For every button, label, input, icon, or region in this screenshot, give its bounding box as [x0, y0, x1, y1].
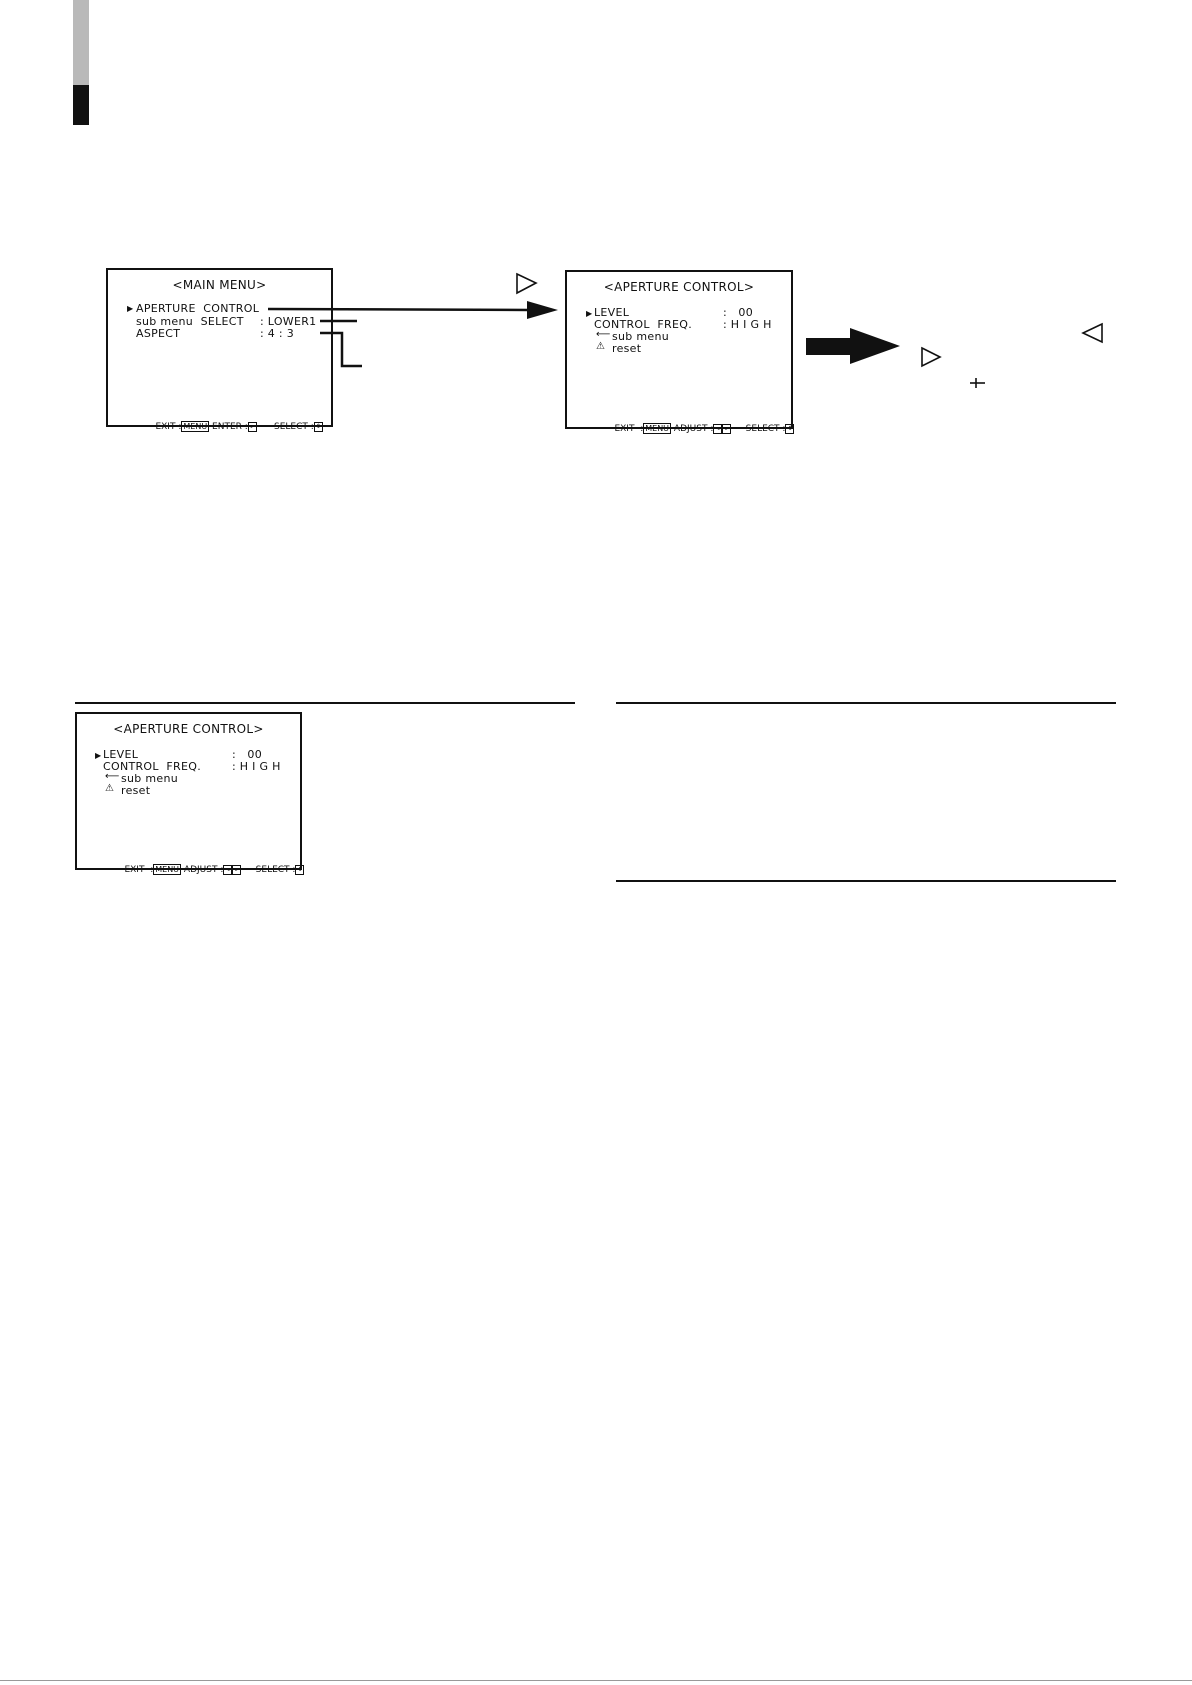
footer-exit-label: EXIT	[614, 424, 635, 434]
connector-arrow-line	[268, 309, 530, 310]
section-rule-right-bottom	[616, 880, 1116, 882]
main-menu-footer: EXIT : MENU ENTER : ▸ SELECT : ⇕	[155, 422, 321, 432]
footer-adjust-label: ADJUST	[183, 865, 218, 875]
selector-icon: ▶	[586, 309, 593, 318]
footer-exit-label: EXIT	[124, 865, 145, 875]
back-arrow-icon: ⟵	[596, 329, 611, 340]
main-menu-value-submenu: : LOWER1	[260, 315, 317, 328]
back-arrow-icon: ⟵	[105, 771, 120, 782]
left-button-icon	[1083, 324, 1102, 342]
right-key-icon: ▸	[248, 422, 257, 432]
page-bottom-rule	[0, 1680, 1192, 1681]
aperture-item-submenu[interactable]: sub menu	[612, 330, 670, 343]
warning-icon: ⚠	[105, 783, 115, 794]
selector-icon: ▶	[127, 304, 134, 313]
footer-select-label: SELECT	[745, 424, 780, 434]
aperture-value-level: : 00	[723, 306, 753, 319]
right-key-icon: ▸	[722, 424, 731, 434]
section-rule-right-top	[616, 702, 1116, 704]
section-rule-left	[75, 702, 575, 704]
footer-select-label: SELECT	[273, 422, 308, 432]
footer-select-label: SELECT	[255, 865, 290, 875]
aperture-value-freq: : H I G H	[232, 760, 281, 773]
footer-menu-key: MENU	[183, 422, 208, 431]
main-menu-value-aspect: : 4 : 3	[260, 327, 294, 340]
selector-icon: ▶	[95, 751, 102, 760]
right-button-icon	[517, 274, 536, 293]
aperture-menu-title: <APERTURE CONTROL>	[603, 280, 755, 294]
main-menu-item-aperture[interactable]: APERTURE CONTROL	[136, 302, 260, 315]
select-key-icon: ⇕	[787, 424, 793, 432]
aperture-item-freq[interactable]: CONTROL FREQ.	[103, 760, 201, 773]
big-arrow-head	[850, 328, 900, 364]
aperture-menu-title: <APERTURE CONTROL>	[113, 722, 264, 736]
aperture-value-freq: : H I G H	[723, 318, 772, 331]
aperture-menu-footer: EXIT : MENU ADJUST : ◂ ▸ SELECT : ⇕	[614, 424, 793, 434]
aperture-menu-footer: EXIT : MENU ADJUST : ◂ ▸ SELECT : ⇕	[124, 865, 303, 875]
left-key-icon: ◂	[713, 424, 722, 434]
right-key-icon: ▸	[232, 865, 241, 875]
main-menu-item-submenu[interactable]: sub menu SELECT	[136, 315, 244, 328]
main-menu-item-aspect[interactable]: ASPECT	[136, 327, 181, 340]
footer-enter-label: ENTER	[212, 422, 242, 432]
footer-menu-key: MENU	[155, 865, 180, 874]
warning-icon: ⚠	[596, 341, 606, 352]
select-key-icon: ⇕	[315, 422, 321, 430]
connector-elbow-aspect	[320, 333, 362, 366]
connector-arrow-head	[527, 301, 558, 319]
main-menu-title: <MAIN MENU>	[172, 278, 267, 292]
right-button-icon	[922, 348, 940, 366]
footer-menu-key: MENU	[645, 424, 670, 433]
footer-adjust-label: ADJUST	[673, 424, 708, 434]
big-arrow-shaft	[806, 338, 852, 355]
aperture-item-level[interactable]: LEVEL	[594, 306, 630, 319]
footer-exit-label: EXIT	[155, 422, 176, 432]
aperture-value-level: : 00	[232, 748, 262, 761]
aperture-item-reset[interactable]: reset	[612, 342, 642, 355]
aperture-item-freq[interactable]: CONTROL FREQ.	[594, 318, 692, 331]
select-key-icon: ⇕	[297, 865, 303, 873]
left-key-icon: ◂	[223, 865, 232, 875]
aperture-item-level[interactable]: LEVEL	[103, 748, 139, 761]
aperture-item-reset[interactable]: reset	[121, 784, 151, 797]
aperture-item-submenu[interactable]: sub menu	[121, 772, 179, 785]
